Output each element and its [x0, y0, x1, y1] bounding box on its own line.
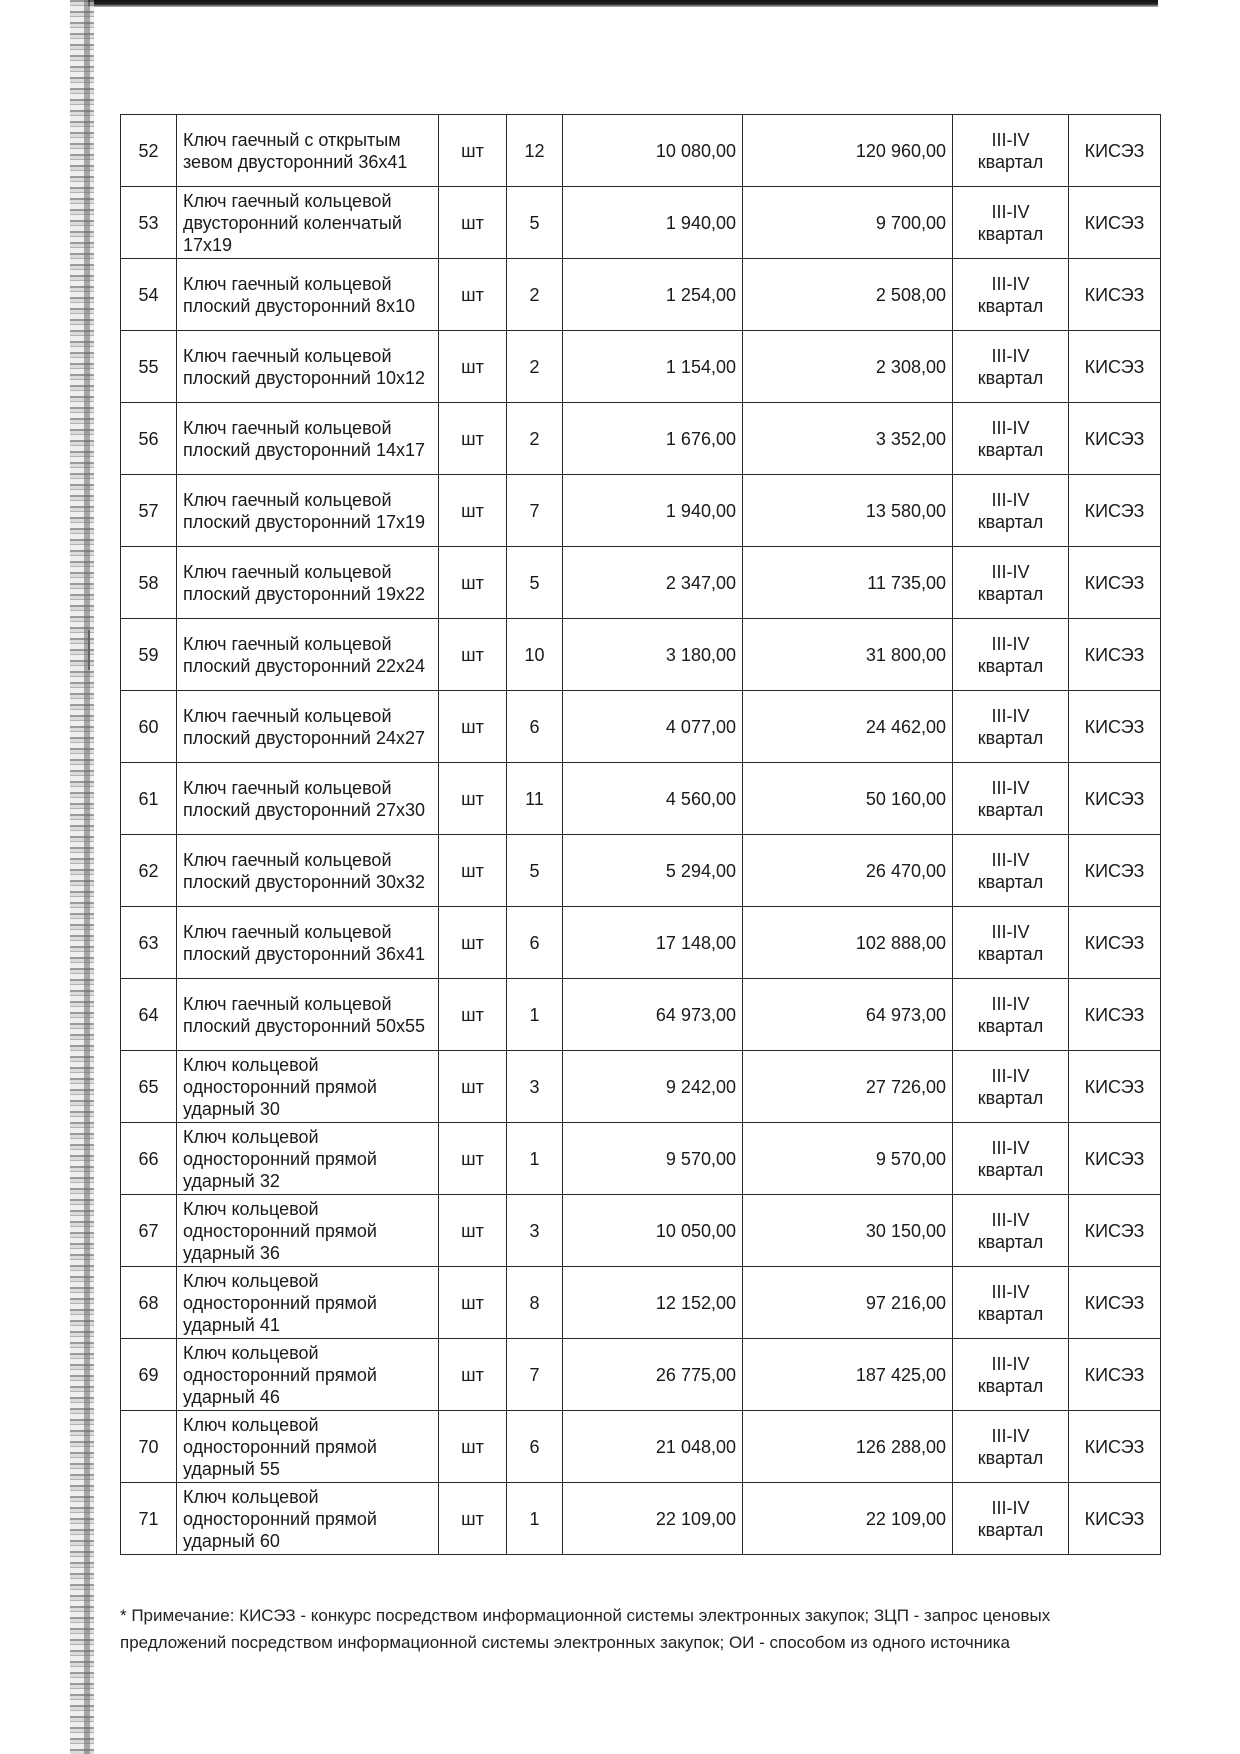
total-amount: 31 800,00 — [743, 619, 953, 691]
item-name: Ключ гаечный кольцевой плоский двусторонний 10х12 — [177, 331, 439, 403]
period: III-IV квартал — [953, 763, 1069, 835]
row-number: 65 — [121, 1051, 177, 1123]
row-number: 59 — [121, 619, 177, 691]
item-name: Ключ гаечный кольцевой плоский двусторонний 19х22 — [177, 547, 439, 619]
quantity: 5 — [507, 187, 563, 259]
item-name: Ключ гаечный кольцевой двусторонний коленчатый 17х19 — [177, 187, 439, 259]
row-number: 53 — [121, 187, 177, 259]
period: III-IV квартал — [953, 259, 1069, 331]
procurement-method: КИСЭЗ — [1069, 1123, 1161, 1195]
unit-price: 3 180,00 — [563, 619, 743, 691]
period: III-IV квартал — [953, 1123, 1069, 1195]
row-number: 52 — [121, 115, 177, 187]
item-name: Ключ гаечный кольцевой плоский двусторонний 8х10 — [177, 259, 439, 331]
unit-price: 12 152,00 — [563, 1267, 743, 1339]
item-name: Ключ кольцевой односторонний прямой ударный 60 — [177, 1483, 439, 1555]
item-name: Ключ кольцевой односторонний прямой ударный 55 — [177, 1411, 439, 1483]
quantity: 10 — [507, 619, 563, 691]
period: III-IV квартал — [953, 187, 1069, 259]
quantity: 2 — [507, 331, 563, 403]
scan-artifact-mark — [88, 630, 90, 670]
procurement-method: КИСЭЗ — [1069, 907, 1161, 979]
unit: шт — [439, 331, 507, 403]
quantity: 3 — [507, 1195, 563, 1267]
scan-binding-edge — [70, 0, 94, 1754]
table-row — [121, 907, 1161, 979]
item-name: Ключ кольцевой односторонний прямой ударный 46 — [177, 1339, 439, 1411]
quantity: 1 — [507, 979, 563, 1051]
item-name: Ключ гаечный кольцевой плоский двусторонний 27х30 — [177, 763, 439, 835]
procurement-method: КИСЭЗ — [1069, 403, 1161, 475]
table-row — [121, 1051, 1161, 1123]
table-row — [121, 1195, 1161, 1267]
unit: шт — [439, 1267, 507, 1339]
procurement-method: КИСЭЗ — [1069, 691, 1161, 763]
quantity: 8 — [507, 1267, 563, 1339]
unit: шт — [439, 547, 507, 619]
item-name: Ключ гаечный кольцевой плоский двусторонний 36х41 — [177, 907, 439, 979]
table-row — [121, 1411, 1161, 1483]
period: III-IV квартал — [953, 475, 1069, 547]
quantity: 6 — [507, 1411, 563, 1483]
item-name: Ключ кольцевой односторонний прямой ударный 36 — [177, 1195, 439, 1267]
unit: шт — [439, 403, 507, 475]
row-number: 68 — [121, 1267, 177, 1339]
unit-price: 64 973,00 — [563, 979, 743, 1051]
unit: шт — [439, 835, 507, 907]
period: III-IV квартал — [953, 331, 1069, 403]
period: III-IV квартал — [953, 1411, 1069, 1483]
row-number: 60 — [121, 691, 177, 763]
total-amount: 9 570,00 — [743, 1123, 953, 1195]
procurement-method: КИСЭЗ — [1069, 115, 1161, 187]
item-name: Ключ гаечный кольцевой плоский двусторонний 24х27 — [177, 691, 439, 763]
row-number: 56 — [121, 403, 177, 475]
table-row — [121, 1267, 1161, 1339]
unit: шт — [439, 1051, 507, 1123]
unit: шт — [439, 187, 507, 259]
unit-price: 4 077,00 — [563, 691, 743, 763]
table-row — [121, 835, 1161, 907]
total-amount: 11 735,00 — [743, 547, 953, 619]
unit: шт — [439, 115, 507, 187]
unit-price: 9 570,00 — [563, 1123, 743, 1195]
item-name: Ключ кольцевой односторонний прямой ударный 32 — [177, 1123, 439, 1195]
procurement-method: КИСЭЗ — [1069, 187, 1161, 259]
total-amount: 102 888,00 — [743, 907, 953, 979]
row-number: 54 — [121, 259, 177, 331]
table-row — [121, 331, 1161, 403]
quantity: 5 — [507, 835, 563, 907]
unit-price: 1 154,00 — [563, 331, 743, 403]
unit-price: 17 148,00 — [563, 907, 743, 979]
period: III-IV квартал — [953, 619, 1069, 691]
quantity: 3 — [507, 1051, 563, 1123]
procurement-method: КИСЭЗ — [1069, 1339, 1161, 1411]
procurement-table — [120, 114, 1161, 1555]
unit-price: 1 254,00 — [563, 259, 743, 331]
total-amount: 13 580,00 — [743, 475, 953, 547]
quantity: 6 — [507, 907, 563, 979]
row-number: 63 — [121, 907, 177, 979]
unit-price: 1 676,00 — [563, 403, 743, 475]
item-name: Ключ гаечный кольцевой плоский двусторонний 50х55 — [177, 979, 439, 1051]
row-number: 70 — [121, 1411, 177, 1483]
unit-price: 22 109,00 — [563, 1483, 743, 1555]
table-row — [121, 475, 1161, 547]
period: III-IV квартал — [953, 115, 1069, 187]
period: III-IV квартал — [953, 403, 1069, 475]
total-amount: 26 470,00 — [743, 835, 953, 907]
item-name: Ключ гаечный кольцевой плоский двусторонний 17х19 — [177, 475, 439, 547]
table-row — [121, 1339, 1161, 1411]
period: III-IV квартал — [953, 547, 1069, 619]
unit-price: 10 080,00 — [563, 115, 743, 187]
row-number: 61 — [121, 763, 177, 835]
total-amount: 97 216,00 — [743, 1267, 953, 1339]
row-number: 57 — [121, 475, 177, 547]
total-amount: 22 109,00 — [743, 1483, 953, 1555]
unit: шт — [439, 1339, 507, 1411]
total-amount: 24 462,00 — [743, 691, 953, 763]
unit-price: 26 775,00 — [563, 1339, 743, 1411]
table-row — [121, 1483, 1161, 1555]
procurement-method: КИСЭЗ — [1069, 763, 1161, 835]
period: III-IV квартал — [953, 979, 1069, 1051]
scan-top-edge — [88, 0, 1158, 7]
row-number: 55 — [121, 331, 177, 403]
row-number: 69 — [121, 1339, 177, 1411]
row-number: 58 — [121, 547, 177, 619]
period: III-IV квартал — [953, 1339, 1069, 1411]
quantity: 5 — [507, 547, 563, 619]
row-number: 62 — [121, 835, 177, 907]
row-number: 67 — [121, 1195, 177, 1267]
table-row — [121, 763, 1161, 835]
table-row — [121, 619, 1161, 691]
table-row — [121, 979, 1161, 1051]
procurement-method: КИСЭЗ — [1069, 259, 1161, 331]
unit: шт — [439, 1483, 507, 1555]
total-amount: 2 308,00 — [743, 331, 953, 403]
procurement-method: КИСЭЗ — [1069, 547, 1161, 619]
item-name: Ключ гаечный кольцевой плоский двусторонний 22х24 — [177, 619, 439, 691]
unit: шт — [439, 619, 507, 691]
procurement-method: КИСЭЗ — [1069, 1195, 1161, 1267]
procurement-method: КИСЭЗ — [1069, 835, 1161, 907]
unit-price: 1 940,00 — [563, 475, 743, 547]
table-row — [121, 115, 1161, 187]
total-amount: 30 150,00 — [743, 1195, 953, 1267]
total-amount: 50 160,00 — [743, 763, 953, 835]
table-row — [121, 691, 1161, 763]
unit: шт — [439, 763, 507, 835]
unit: шт — [439, 475, 507, 547]
period: III-IV квартал — [953, 835, 1069, 907]
unit: шт — [439, 259, 507, 331]
procurement-method: КИСЭЗ — [1069, 1483, 1161, 1555]
procurement-method: КИСЭЗ — [1069, 475, 1161, 547]
quantity: 6 — [507, 691, 563, 763]
row-number: 66 — [121, 1123, 177, 1195]
table-row — [121, 259, 1161, 331]
quantity: 7 — [507, 1339, 563, 1411]
unit-price: 9 242,00 — [563, 1051, 743, 1123]
table-row — [121, 547, 1161, 619]
total-amount: 9 700,00 — [743, 187, 953, 259]
quantity: 7 — [507, 475, 563, 547]
unit: шт — [439, 691, 507, 763]
procurement-method: КИСЭЗ — [1069, 619, 1161, 691]
unit-price: 21 048,00 — [563, 1411, 743, 1483]
row-number: 64 — [121, 979, 177, 1051]
procurement-method: КИСЭЗ — [1069, 331, 1161, 403]
item-name: Ключ гаечный кольцевой плоский двусторонний 30х32 — [177, 835, 439, 907]
total-amount: 187 425,00 — [743, 1339, 953, 1411]
unit: шт — [439, 1123, 507, 1195]
footnote: * Примечание: КИСЭЗ - конкурс посредством информационной системы электронных закупок; ЗЦП - запрос ценовых предложений посредством информационной системы электронных закупок; ОИ - способом из одного источника — [120, 1606, 1051, 1652]
unit-price: 10 050,00 — [563, 1195, 743, 1267]
total-amount: 2 508,00 — [743, 259, 953, 331]
procurement-method: КИСЭЗ — [1069, 1411, 1161, 1483]
period: III-IV квартал — [953, 1483, 1069, 1555]
item-name: Ключ кольцевой односторонний прямой ударный 30 — [177, 1051, 439, 1123]
total-amount: 120 960,00 — [743, 115, 953, 187]
total-amount: 3 352,00 — [743, 403, 953, 475]
unit-price: 1 940,00 — [563, 187, 743, 259]
total-amount: 27 726,00 — [743, 1051, 953, 1123]
unit: шт — [439, 1195, 507, 1267]
unit-price: 5 294,00 — [563, 835, 743, 907]
table-row — [121, 187, 1161, 259]
quantity: 2 — [507, 403, 563, 475]
total-amount: 126 288,00 — [743, 1411, 953, 1483]
table-row — [121, 1123, 1161, 1195]
quantity: 12 — [507, 115, 563, 187]
quantity: 11 — [507, 763, 563, 835]
period: III-IV квартал — [953, 1195, 1069, 1267]
procurement-method: КИСЭЗ — [1069, 1051, 1161, 1123]
table-row — [121, 403, 1161, 475]
period: III-IV квартал — [953, 1267, 1069, 1339]
period: III-IV квартал — [953, 691, 1069, 763]
item-name: Ключ кольцевой односторонний прямой ударный 41 — [177, 1267, 439, 1339]
unit: шт — [439, 1411, 507, 1483]
procurement-method: КИСЭЗ — [1069, 1267, 1161, 1339]
item-name: Ключ гаечный с открытым зевом двусторонний 36х41 — [177, 115, 439, 187]
period: III-IV квартал — [953, 1051, 1069, 1123]
unit-price: 2 347,00 — [563, 547, 743, 619]
total-amount: 64 973,00 — [743, 979, 953, 1051]
period: III-IV квартал — [953, 907, 1069, 979]
quantity: 2 — [507, 259, 563, 331]
unit-price: 4 560,00 — [563, 763, 743, 835]
unit: шт — [439, 907, 507, 979]
quantity: 1 — [507, 1483, 563, 1555]
row-number: 71 — [121, 1483, 177, 1555]
unit: шт — [439, 979, 507, 1051]
quantity: 1 — [507, 1123, 563, 1195]
procurement-method: КИСЭЗ — [1069, 979, 1161, 1051]
item-name: Ключ гаечный кольцевой плоский двусторонний 14х17 — [177, 403, 439, 475]
